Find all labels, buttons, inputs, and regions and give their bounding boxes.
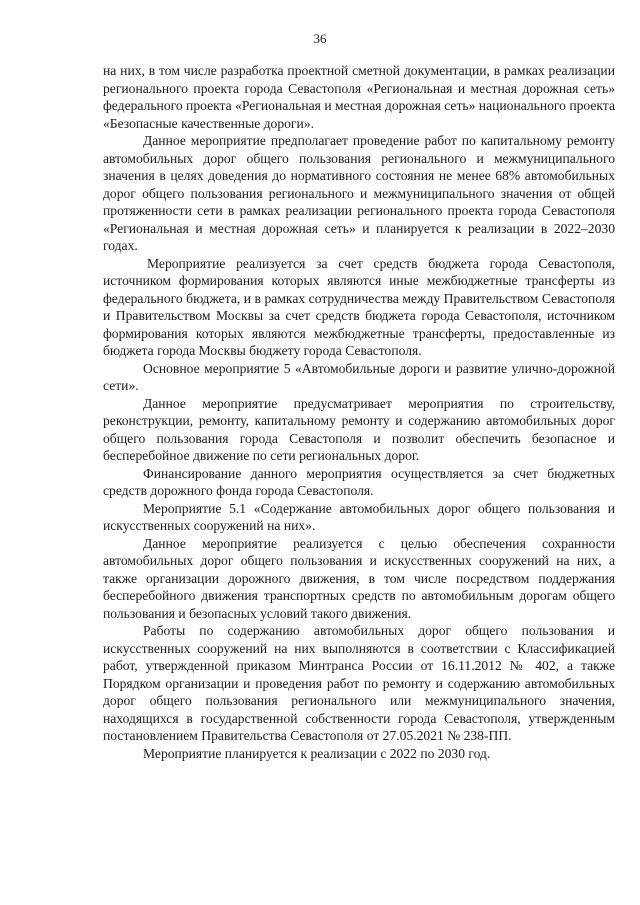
paragraph-financing: Финансирование данного мероприятия осуществляется за счет бюджетных средств дорожного фонда города Севастополя.	[103, 465, 615, 498]
paragraph-implementation-period: Мероприятие планируется к реализации с 2022 по 2030 год.	[143, 745, 491, 761]
page-number: 36	[313, 31, 327, 46]
paragraph-capital-repair: Данное мероприятие предполагает проведение работ по капитальному ремонту автомобильных дорог общего пользования регионального и межмуниципального значения в целях доведения до нормативного состояния не менее 68% автомобильных дорог общего пользования регионального и межмуниципального значения от общей протяженности сети в рамках реализации регионального проекта города Севастополя «Региональная и местная дорожная сеть» и планируется к реализации в 2022–2030 годах.	[103, 133, 615, 253]
paragraph-maintenance-works: Работы по содержанию автомобильных дорог общего пользования и искусственных сооружений на них выполняются в соответствии с Классификацией работ, утвержденной приказом Минтранса России от 16.11.2012 № 402, а также Порядком организации и проведения работ по ремонту и содержанию автомобильных дорог общего пользования регионального или межмуниципального значения, находящихся в государственной собственности города Севастополя, утвержденным постановлением Правительства Севастополя от 27.05.2021 № 238-ПП.	[103, 623, 615, 743]
paragraph-activity-description: Данное мероприятие предусматривает мероприятия по строительству, реконструкции, ремонту, капитальному ремонту и содержанию автомобильных дорог общего пользования города Севастополя и позволит обеспечить безопасное и бесперебойное движение по сети региональных дорог.	[103, 395, 615, 463]
document-body	[103, 62, 615, 762]
paragraph-activity-5-1: Мероприятие 5.1 «Содержание автомобильных дорог общего пользования и искусственных сооружений на них».	[103, 500, 615, 533]
paragraph-main-activity-5: Основное мероприятие 5 «Автомобильные дороги и развитие улично-дорожной сети».	[103, 360, 615, 393]
paragraph-continuation: на них, в том числе разработка проектной сметной документации, в рамках реализации регионального проекта города Севастополя «Региональная и местная дорожная сеть» федерального проекта «Региональная и местная дорожная сеть» национального проекта «Безопасные качественные дороги».	[103, 63, 615, 131]
paragraph-activity-purpose: Данное мероприятие реализуется с целью обеспечения сохранности автомобильных дорог общего пользования и искусственных сооружений на них, а также организации дорожного движения, в том числе посредством поддержания бесперебойного движения транспортных средств по автомобильным дорогам общего пользования и безопасных условий такого движения.	[103, 535, 615, 621]
paragraph-funding-sources: Мероприятие реализуется за счет средств бюджета города Севастополя, источником формирования которых являются иные межбюджетные трансферты из федерального бюджета, и в рамках сотрудничества между Правительством Севастополя и Правительством Москвы за счет средств бюджета города Севастополя, источником формирования которых являются межбюджетные трансферты, предоставленные из бюджета города Москвы бюджету города Севастополя.	[103, 255, 615, 358]
